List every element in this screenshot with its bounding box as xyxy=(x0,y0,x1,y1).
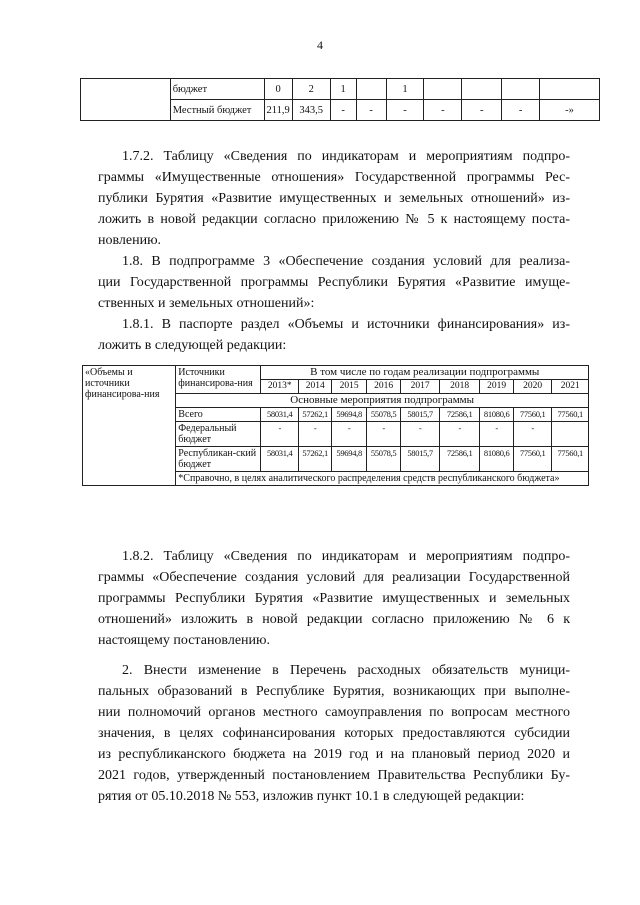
text-line: значения, в целях софинансирования которых предоставляются субсидии xyxy=(98,726,570,741)
row-label: бюджет xyxy=(170,79,264,100)
text-line: настоящему постановлению. xyxy=(98,633,270,648)
cell xyxy=(424,79,462,100)
value-cell: 72586,1 xyxy=(439,447,480,472)
cell: - xyxy=(462,100,502,121)
cell: 1 xyxy=(386,79,424,100)
table-row xyxy=(83,366,589,380)
source-label: Федеральный бюджет xyxy=(176,422,261,447)
value-cell: - xyxy=(513,422,552,447)
footnote: *Справочно, в целях аналитического распределения средств республиканского бюджета» xyxy=(176,472,589,486)
paragraph-1-7-2 xyxy=(98,146,570,251)
year-cell: 2017 xyxy=(401,380,440,394)
year-cell: 2020 xyxy=(513,380,552,394)
cell: -» xyxy=(540,100,600,121)
cell: - xyxy=(330,100,356,121)
text-line: нии полномочий органов местного самоуправления по вопросам местного xyxy=(98,705,570,720)
value-cell: 58015,7 xyxy=(401,447,440,472)
text-line: ственных и земельных отношений»: xyxy=(98,296,315,311)
cell: - xyxy=(424,100,462,121)
row-label: Местный бюджет xyxy=(170,100,264,121)
empty-cell xyxy=(81,79,171,121)
section-label: «Объемы и источники финансирова-ния xyxy=(83,366,176,486)
year-cell: 2021 xyxy=(552,380,589,394)
value-cell: - xyxy=(439,422,480,447)
paragraph-1-8-1 xyxy=(98,314,570,356)
value-cell: 57262,1 xyxy=(298,408,331,422)
value-cell: 58031,4 xyxy=(261,408,299,422)
budget-table xyxy=(80,78,600,121)
year-cell: 2015 xyxy=(332,380,366,394)
table-row xyxy=(81,79,600,100)
paragraph-2 xyxy=(98,660,570,807)
cell: 1 xyxy=(330,79,356,100)
value-cell: 81080,6 xyxy=(480,408,513,422)
cell xyxy=(462,79,502,100)
section-row: Основные мероприятия подпрограммы xyxy=(176,394,589,408)
text-line: ции Государственной программы Республики Бурятия «Развитие имуще- xyxy=(98,275,570,290)
year-cell: 2016 xyxy=(366,380,400,394)
value-cell: - xyxy=(261,422,299,447)
value-cell xyxy=(552,422,589,447)
source-label: Всего xyxy=(176,408,261,422)
value-cell: 77560,1 xyxy=(513,408,552,422)
sources-header: Источники финансирова-ния xyxy=(176,366,261,394)
value-cell: - xyxy=(298,422,331,447)
value-cell: 55078,5 xyxy=(366,447,400,472)
text-line: пальных образований в Республике Бурятия, возникающих при выполне- xyxy=(98,684,570,699)
text-line: новлению. xyxy=(98,233,162,248)
text-line: 2021 годов, утвержденный постановлением Правительства Республики Бу- xyxy=(98,768,570,783)
value-cell: 59694,8 xyxy=(332,447,366,472)
value-cell: 58031,4 xyxy=(261,447,299,472)
value-cell: - xyxy=(332,422,366,447)
value-cell: 77560,1 xyxy=(513,447,552,472)
text-line: программы Республики Бурятия «Развитие имущественных и земельных xyxy=(98,591,570,606)
cell: 211,9 xyxy=(264,100,292,121)
cell: - xyxy=(386,100,424,121)
value-cell: 72586,1 xyxy=(439,408,480,422)
text-line: ложить в следующей редакции: xyxy=(98,338,287,353)
text-line: 1.8. В подпрограмме 3 «Обеспечение создания условий для реализа- xyxy=(122,254,570,269)
text-line: граммы «Обеспечение создания условий для реализации Государственной xyxy=(98,570,570,585)
cell: 0 xyxy=(264,79,292,100)
text-line: ложить в новой редакции согласно приложению № 5 к настоящему поста- xyxy=(98,212,570,227)
value-cell: 55078,5 xyxy=(366,408,400,422)
text-line: 2. Внести изменение в Перечень расходных обязательств муници- xyxy=(122,663,570,678)
text-line: граммы «Имущественные отношения» Государственной программы Рес- xyxy=(98,170,570,185)
text-line: публики Бурятия «Развитие имущественных и земельных отношений» из- xyxy=(98,191,570,206)
text-line: 1.8.2. Таблицу «Сведения по индикаторам и мероприятиям подпро- xyxy=(122,549,570,564)
value-cell: - xyxy=(401,422,440,447)
passport-table xyxy=(82,365,589,486)
value-cell: - xyxy=(366,422,400,447)
text-line: рятия от 05.10.2018 № 553, изложив пункт 10.1 в следующей редакции: xyxy=(98,789,525,804)
text-line: 1.8.1. В паспорте раздел «Объемы и источники финансирования» из- xyxy=(122,317,570,332)
value-cell: 77560,1 xyxy=(552,447,589,472)
cell: - xyxy=(356,100,386,121)
value-cell: 77560,1 xyxy=(552,408,589,422)
text-line: из республиканского бюджета на 2019 год и на плановый период 2020 и xyxy=(98,747,570,762)
cell: 343,5 xyxy=(292,100,330,121)
year-cell: 2014 xyxy=(298,380,331,394)
text-line: отношений» изложить в новой редакции согласно приложению № 6 к xyxy=(98,612,570,627)
year-cell: 2019 xyxy=(480,380,513,394)
cell xyxy=(356,79,386,100)
value-cell: 59694,8 xyxy=(332,408,366,422)
value-cell: 81080,6 xyxy=(480,447,513,472)
year-cell: 2013* xyxy=(261,380,299,394)
text-line: 1.7.2. Таблицу «Сведения по индикаторам и мероприятиям подпро- xyxy=(122,149,570,164)
source-label: Республикан-ский бюджет xyxy=(176,447,261,472)
cell xyxy=(502,79,540,100)
cell xyxy=(540,79,600,100)
paragraph-1-8-2 xyxy=(98,546,570,651)
years-header: В том числе по годам реализации подпрограммы xyxy=(261,366,589,380)
cell: - xyxy=(502,100,540,121)
value-cell: 58015,7 xyxy=(401,408,440,422)
cell: 2 xyxy=(292,79,330,100)
value-cell: - xyxy=(480,422,513,447)
value-cell: 57262,1 xyxy=(298,447,331,472)
paragraph-1-8 xyxy=(98,251,570,314)
page-number: 4 xyxy=(317,38,323,52)
year-cell: 2018 xyxy=(439,380,480,394)
